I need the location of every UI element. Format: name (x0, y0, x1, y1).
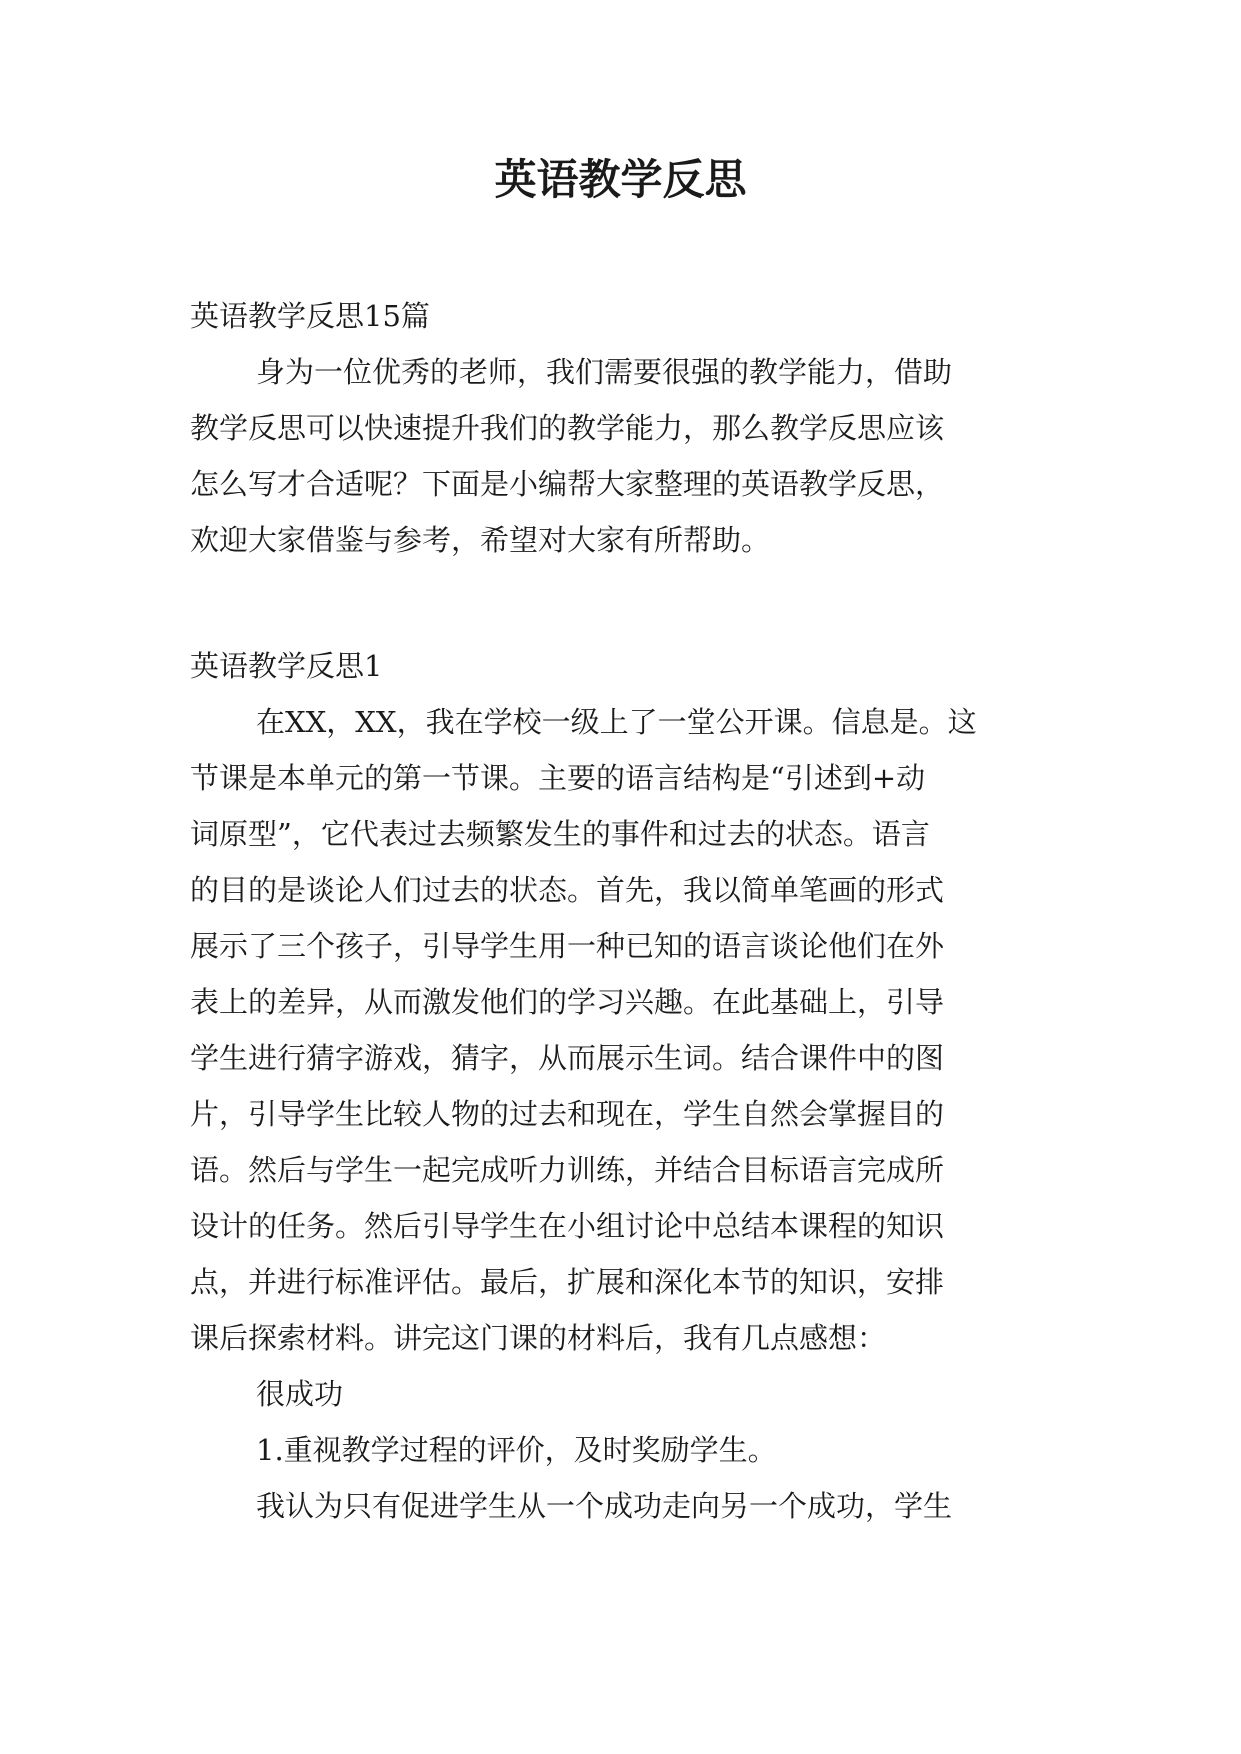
point-text: 我认为只有促进学生从一个成功走向另一个成功，学生 (256, 1489, 953, 1523)
section-line: 在XX，XX，我在学校一级上了一堂公开课。信息是。这 (256, 705, 977, 739)
section-line: 节课是本单元的第一节课。主要的语言结构是“引述到+动 (190, 761, 926, 795)
section-line: 词原型”，它代表过去频繁发生的事件和过去的状态。语言 (190, 817, 930, 851)
intro-line: 怎么写才合适呢？下面是小编帮大家整理的英语教学反思， (190, 467, 945, 501)
section-line: 设计的任务。然后引导学生在小组讨论中总结本课程的知识 (190, 1209, 945, 1243)
section-line: 表上的差异，从而激发他们的学习兴趣。在此基础上，引导 (190, 985, 945, 1019)
section-line: 点，并进行标准评估。最后，扩展和深化本节的知识，安排 (190, 1265, 945, 1299)
intro-line: 教学反思可以快速提升我们的教学能力，那么教学反思应该 (190, 411, 945, 445)
section-line: 片，引导学生比较人物的过去和现在，学生自然会掌握目的 (190, 1097, 945, 1131)
section-line: 课后探索材料。讲完这门课的材料后，我有几点感想： (190, 1321, 887, 1355)
section-line: 学生进行猜字游戏，猜字，从而展示生词。结合课件中的图 (190, 1041, 945, 1075)
subtitle: 英语教学反思15篇 (190, 299, 430, 333)
point-heading: 1.重视教学过程的评价，及时奖励学生。 (256, 1433, 777, 1467)
paragraph-gap (190, 568, 1060, 638)
intro-line: 欢迎大家借鉴与参考，希望对大家有所帮助。 (190, 523, 771, 557)
success-heading: 很成功 (256, 1377, 344, 1411)
section-line: 语。然后与学生一起完成听力训练，并结合目标语言完成所 (190, 1153, 945, 1187)
document-title: 英语教学反思 (494, 155, 747, 204)
section-heading: 英语教学反思1 (190, 649, 383, 683)
intro-line: 身为一位优秀的老师，我们需要很强的教学能力，借助 (256, 355, 953, 389)
section-line: 展示了三个孩子，引导学生用一种已知的语言谈论他们在外 (190, 929, 945, 963)
document-body (190, 288, 1060, 1534)
section-line: 的目的是谈论人们过去的状态。首先，我以简单笔画的形式 (190, 873, 945, 907)
